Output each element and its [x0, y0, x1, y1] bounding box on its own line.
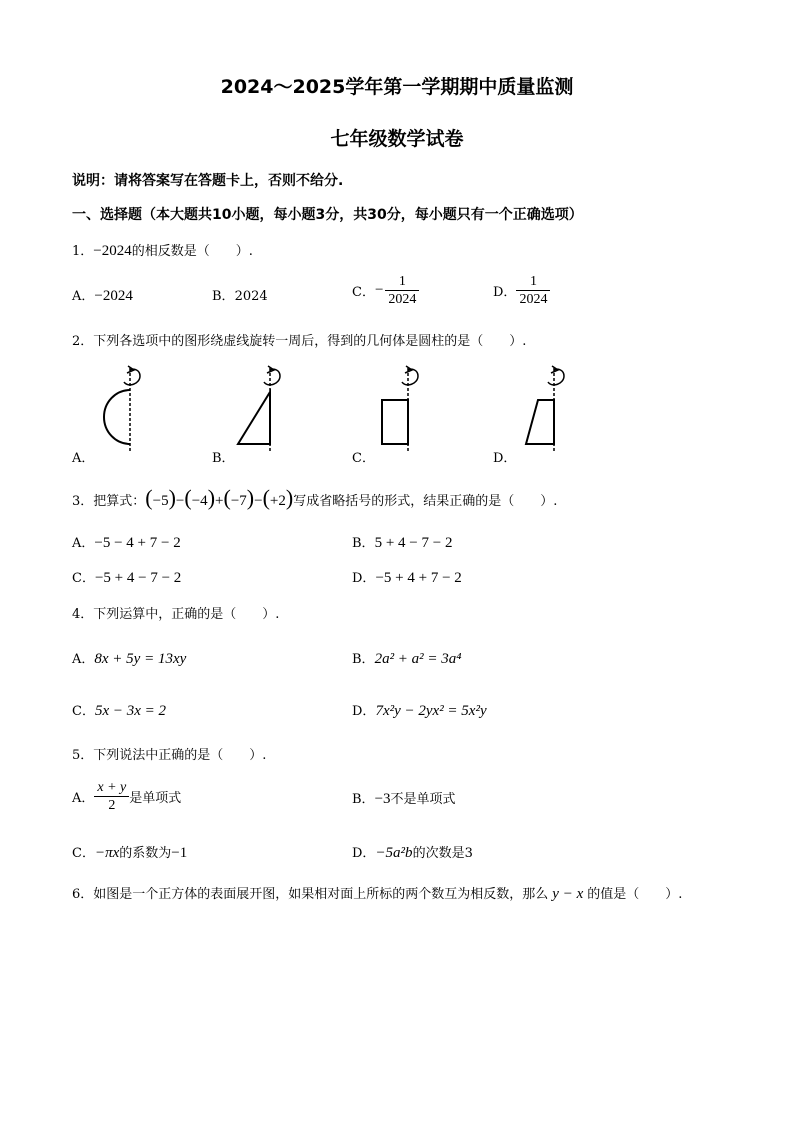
term-2: −4 [191, 493, 208, 509]
figure-d-label[interactable]: D． [493, 451, 517, 466]
option-value: 8x + 5y = 13xy [94, 651, 187, 667]
question-prefix: 把算式： [93, 494, 146, 509]
option-value: 2a² + a² = 3a⁴ [374, 651, 462, 667]
option-b[interactable] [352, 788, 456, 808]
option-value: 2024 [234, 289, 268, 304]
option-text: 是单项式 [129, 791, 182, 806]
option-d[interactable] [493, 273, 550, 308]
figure-d-trapezoid [512, 362, 582, 452]
option-a[interactable] [72, 285, 133, 305]
option-value: −5 + 4 − 7 − 2 [94, 570, 182, 586]
term-1: −5 [152, 493, 169, 509]
figure-c-label[interactable]: C． [352, 451, 375, 466]
question-text: 写成省略括号的形式，结果正确的是（ ）. [293, 494, 558, 509]
option-label: A． [72, 652, 95, 667]
question-text: 如图是一个正方体的表面展开图，如果相对面上所标的两个数互为相反数，那么 [93, 887, 549, 902]
option-label: C． [72, 846, 95, 861]
option-text: 的系数为 [119, 846, 172, 861]
question-6 [72, 883, 682, 903]
option-c[interactable] [72, 567, 181, 587]
option-math: −3 [374, 791, 391, 807]
option-d[interactable] [352, 842, 473, 862]
numerator: x + y [94, 779, 129, 797]
term-3: −7 [230, 493, 247, 509]
question-text: 下列运算中，正确的是（ ）. [93, 607, 280, 622]
option-math: −πx [94, 845, 120, 861]
question-number: 6． [72, 887, 94, 902]
option-value: −2024 [94, 288, 133, 304]
operator-3: − [254, 493, 263, 509]
option-text: 不是单项式 [390, 792, 456, 807]
option-label: B． [352, 652, 375, 667]
numerator: 1 [516, 273, 550, 291]
option-c[interactable] [72, 842, 187, 862]
option-value: −5 − 4 + 7 − 2 [94, 535, 181, 551]
question-number: 2． [72, 334, 94, 349]
option-b[interactable] [212, 285, 268, 304]
option-text: 的次数是3 [412, 846, 473, 861]
option-label: C． [72, 704, 95, 719]
term-4: +2 [269, 493, 286, 509]
figure-b-triangle [228, 362, 298, 452]
math-expression: −2024 [93, 243, 132, 259]
option-label: D． [352, 704, 376, 719]
option-b[interactable] [352, 532, 452, 552]
question-4 [72, 603, 279, 622]
question-text-2: 的值是（ ）. [587, 887, 683, 902]
figure-c-rectangle [372, 362, 442, 452]
instruction: 说明：请将答案写在答题卡上，否则不给分. [72, 173, 344, 189]
option-label: C． [352, 285, 375, 300]
question-2 [72, 330, 526, 349]
option-c[interactable] [352, 273, 419, 308]
option-label: A． [72, 536, 95, 551]
fraction [94, 779, 129, 814]
option-label: B． [212, 289, 235, 304]
option-label: C． [72, 571, 95, 586]
figure-a-label[interactable]: A． [72, 451, 95, 466]
figure-a-semicircle [90, 362, 160, 452]
question-text: 下列说法中正确的是（ ）. [93, 748, 267, 763]
operator-1: − [175, 493, 185, 509]
question-number: 4． [72, 607, 94, 622]
option-d[interactable] [352, 567, 462, 587]
option-a[interactable] [72, 779, 181, 814]
question-number: 3． [72, 494, 94, 509]
fraction [516, 273, 550, 308]
math-expression: y − x [552, 886, 584, 902]
option-label: B． [352, 536, 375, 551]
option-b[interactable] [352, 648, 462, 668]
question-text: 的相反数是（ ）. [131, 244, 253, 259]
figure-b-label[interactable]: B． [212, 451, 235, 466]
option-label: A． [72, 791, 95, 806]
option-a[interactable] [72, 532, 181, 552]
option-label: B． [352, 792, 375, 807]
fraction [385, 273, 419, 308]
question-number: 1． [72, 244, 94, 259]
option-value: 5 + 4 − 7 − 2 [374, 535, 453, 551]
denominator: 2024 [519, 292, 548, 307]
question-3: 3．把算式：(−5)−(−4)+(−7)−(+2)写成省略括号的形式，结果正确的是（ ）. [72, 485, 558, 510]
question-text: 下列各选项中的图形绕虚线旋转一周后，得到的几何体是圆柱的是（ ）. [93, 334, 527, 349]
question-1 [72, 240, 253, 260]
question-number: 5． [72, 748, 94, 763]
minus-sign: − [374, 282, 384, 298]
denominator: 2 [108, 798, 116, 813]
option-d[interactable] [352, 700, 487, 720]
operator-2: + [215, 493, 224, 509]
option-c[interactable] [72, 700, 166, 720]
section-heading: 一、选择题（本大题共10小题，每小题3分，共30分，每小题只有一个正确选项） [72, 207, 583, 223]
option-label: D． [352, 571, 376, 586]
page-subtitle: 七年级数学试卷 [330, 128, 464, 150]
option-value: 5x − 3x = 2 [94, 703, 167, 719]
option-label: D． [493, 285, 517, 300]
option-a[interactable] [72, 648, 186, 668]
option-math: −5a²b [375, 845, 413, 861]
option-math-2: −1 [171, 845, 188, 861]
option-label: A． [72, 289, 95, 304]
page-title: 2024～2025学年第一学期期中质量监测 [220, 76, 574, 98]
option-value: −5 + 4 + 7 − 2 [375, 570, 462, 586]
numerator: 1 [385, 273, 419, 291]
question-5 [72, 744, 266, 763]
option-label: D． [352, 846, 376, 861]
denominator: 2024 [388, 292, 417, 307]
option-value: 7x²y − 2yx² = 5x²y [375, 703, 487, 719]
